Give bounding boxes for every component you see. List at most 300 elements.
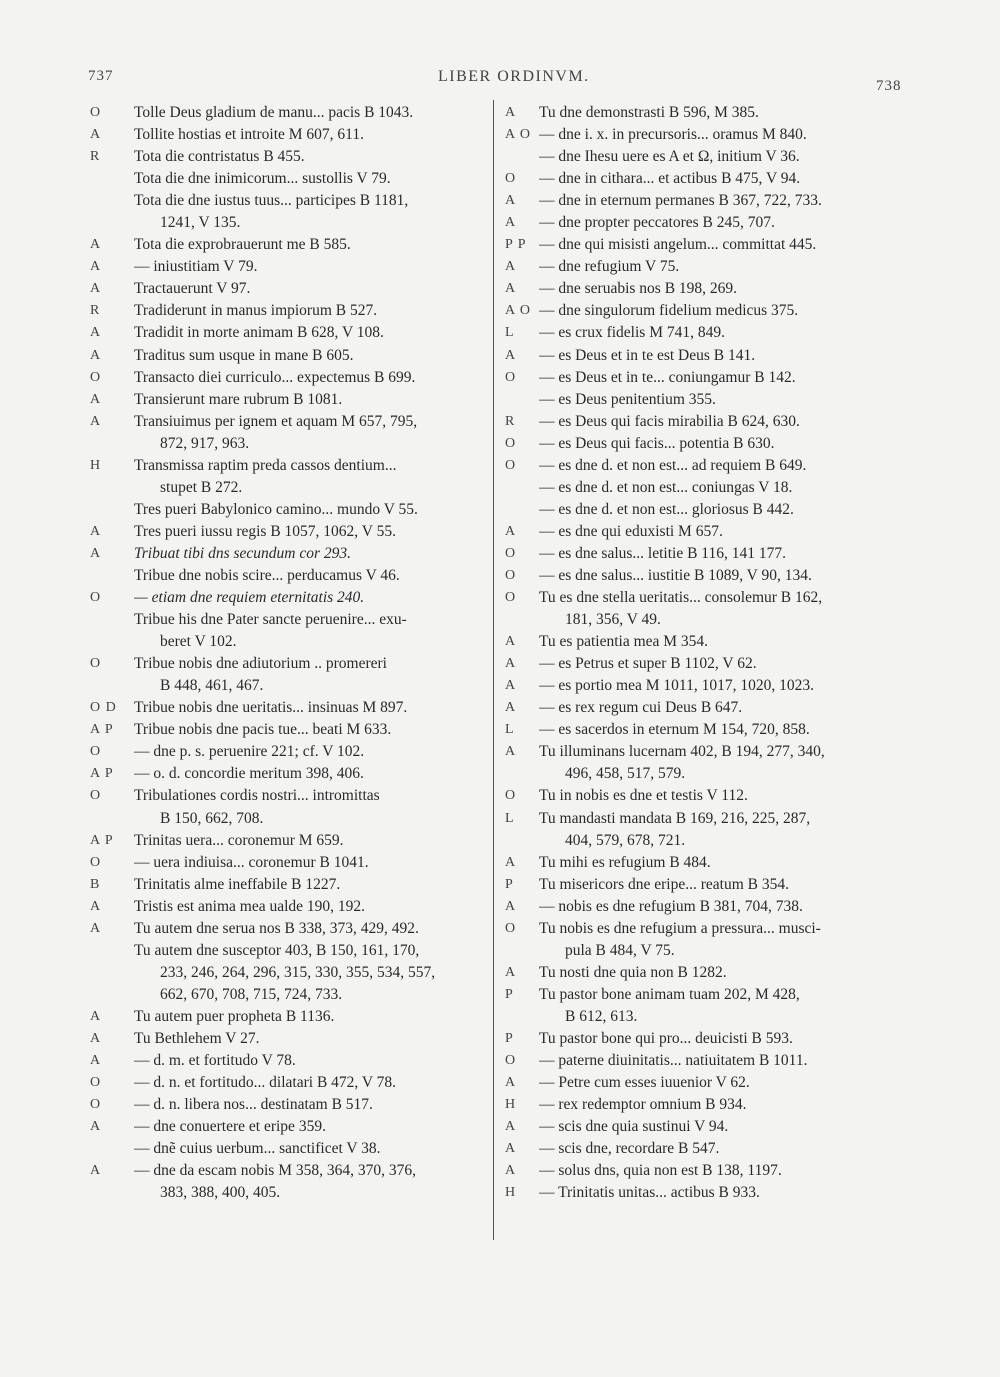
rite-sigla: H <box>90 457 102 473</box>
index-entry <box>90 102 490 124</box>
rite-sigla: A P <box>90 832 114 848</box>
entry-line: — d. n. libera nos... destinatam B 517. <box>134 1096 373 1114</box>
rite-sigla: H <box>505 1097 517 1113</box>
entry-line: — es crux fidelis M 741, 849. <box>539 324 725 342</box>
entry-line: — es Deus et in te... coniungamur B 142. <box>539 368 796 386</box>
entry-line: Trinitatis alme ineffabile B 1227. <box>134 875 341 893</box>
index-entry <box>505 653 910 675</box>
incipit-text <box>134 543 490 565</box>
rite-sigla: O <box>505 590 517 606</box>
rite-sigla: P P <box>505 237 527 253</box>
entry-line: B 448, 461, 467. <box>160 677 264 695</box>
incipit-text <box>539 543 910 565</box>
incipit-text <box>134 830 490 852</box>
rite-sigla: A <box>90 127 102 143</box>
entry-line: — es sacerdos in eternum M 154, 720, 858. <box>539 721 810 739</box>
index-entry <box>90 587 490 609</box>
index-entry <box>505 146 910 168</box>
entry-line: — d. m. et fortitudo V 78. <box>134 1052 296 1070</box>
index-entry <box>90 565 490 587</box>
entry-line: Tollite hostias et introite M 607, 611. <box>134 126 364 144</box>
incipit-text <box>134 300 490 322</box>
incipit-text <box>539 719 910 741</box>
index-entry <box>90 389 490 411</box>
rite-sigla <box>505 477 539 499</box>
rite-sigla: O <box>90 1075 102 1091</box>
rite-sigla: O <box>90 744 102 760</box>
incipit-text <box>134 697 490 719</box>
rite-sigla: P <box>505 1030 514 1046</box>
incipit-text <box>134 785 490 829</box>
entry-line: — dne Ihesu uere es A et Ω, initium V 36. <box>539 148 800 166</box>
rite-sigla: O <box>505 171 517 187</box>
entry-line: Tu in nobis es dne et testis V 112. <box>539 787 748 805</box>
incipit-text <box>539 411 910 433</box>
incipit-text <box>539 741 910 785</box>
index-entry <box>90 1160 490 1204</box>
rite-sigla: A <box>505 259 517 275</box>
entry-line: 181, 356, V 49. <box>565 611 661 629</box>
incipit-text <box>539 808 910 852</box>
entry-line: — d. n. et fortitudo... dilatari B 472, V 78. <box>134 1074 397 1092</box>
index-entry <box>505 234 910 256</box>
index-entry <box>505 852 910 874</box>
rite-sigla: A <box>505 1141 517 1157</box>
incipit-text <box>539 278 910 300</box>
rite-sigla: O <box>505 435 517 451</box>
index-entry <box>505 984 910 1028</box>
index-entry <box>90 322 490 344</box>
rite-sigla: A O <box>505 303 531 319</box>
entry-line: Tradidit in morte animam B 628, V 108. <box>134 324 384 342</box>
entry-line: Tu mihi es refugium B 484. <box>539 853 711 871</box>
rite-sigla <box>505 499 539 521</box>
incipit-text <box>539 697 910 719</box>
incipit-text <box>134 389 490 411</box>
entry-line: — es Petrus et super B 1102, V 62. <box>539 655 757 673</box>
entry-line: Tu dne demonstrasti B 596, M 385. <box>539 104 759 121</box>
incipit-text <box>134 587 490 609</box>
entry-line: — o. d. concordie meritum 398, 406. <box>134 765 364 783</box>
rite-sigla: A P <box>90 722 114 738</box>
rite-sigla <box>90 609 134 653</box>
incipit-text <box>539 1094 910 1116</box>
running-title: LIBER ORDINVM. <box>438 68 590 85</box>
rite-sigla: A <box>505 744 517 760</box>
rite-sigla: P <box>505 986 514 1002</box>
entry-line: — es rex regum cui Deus B 647. <box>539 699 743 717</box>
rite-sigla <box>90 499 134 521</box>
entry-line: — rex redemptor omnium B 934. <box>539 1096 747 1114</box>
rite-sigla: A <box>90 545 102 561</box>
index-entry <box>90 609 490 653</box>
rite-sigla <box>505 389 539 411</box>
incipit-text <box>539 675 910 697</box>
entry-line: Trinitas uera... coronemur M 659. <box>134 831 344 849</box>
incipit-text <box>539 1182 910 1204</box>
incipit-text <box>134 896 490 918</box>
index-entry <box>505 1072 910 1094</box>
rite-sigla: L <box>505 810 515 826</box>
incipit-text <box>539 146 910 168</box>
entry-line: — dne seruabis nos B 198, 269. <box>539 280 738 298</box>
rite-sigla: O <box>90 105 102 120</box>
rite-sigla: A <box>505 1119 517 1135</box>
index-entry <box>505 1116 910 1138</box>
rite-sigla: A <box>90 1119 102 1135</box>
incipit-text <box>134 1050 490 1072</box>
entry-line: Tu mandasti mandata B 169, 216, 225, 287, <box>539 809 811 827</box>
rite-sigla: A <box>505 854 517 870</box>
incipit-text <box>539 102 910 124</box>
incipit-text <box>539 631 910 653</box>
entry-line: Traditus sum usque in mane B 605. <box>134 346 354 364</box>
rite-sigla: A <box>90 898 102 914</box>
incipit-text <box>539 499 910 521</box>
incipit-text <box>539 896 910 918</box>
rite-sigla: O D <box>90 700 117 716</box>
incipit-text <box>539 874 910 896</box>
rite-sigla: O <box>90 854 102 870</box>
index-entry <box>90 300 490 322</box>
entry-line: Tolle Deus gladium de manu... pacis B 1043. <box>134 104 414 121</box>
rite-sigla: A <box>505 215 517 231</box>
entry-line: Tota die contristatus B 455. <box>134 148 305 166</box>
incipit-text <box>134 345 490 367</box>
rite-sigla: A <box>90 1163 102 1179</box>
index-entry <box>505 962 910 984</box>
entry-line: 383, 388, 400, 405. <box>160 1184 281 1202</box>
rite-sigla: A <box>505 281 517 297</box>
entry-line: — uera indiuisa... coronemur B 1041. <box>134 853 369 871</box>
entry-line: Tribuat tibi dns secundum cor 293. <box>134 544 352 562</box>
column-divider <box>493 100 494 1240</box>
index-entry <box>90 367 490 389</box>
incipit-text <box>134 234 490 256</box>
index-entry <box>505 212 910 234</box>
index-entry <box>90 918 490 940</box>
index-entry <box>505 190 910 212</box>
entry-line: Transiuimus per ignem et aquam M 657, 795, <box>134 412 418 430</box>
page-number-right: 738 <box>876 78 902 94</box>
rite-sigla <box>90 565 134 587</box>
rite-sigla: O <box>505 545 517 561</box>
entry-line: — es dne salus... letitie B 116, 141 177. <box>539 544 786 562</box>
entry-line: — es portio mea M 1011, 1017, 1020, 1023. <box>539 677 814 695</box>
incipit-text <box>134 874 490 896</box>
rite-sigla: A <box>90 413 102 429</box>
incipit-text <box>539 962 910 984</box>
rite-sigla: O <box>90 656 102 672</box>
index-entry <box>505 124 910 146</box>
incipit-text <box>134 256 490 278</box>
entry-line: — iniustitiam V 79. <box>134 258 258 276</box>
entry-line: beret V 102. <box>160 633 237 651</box>
incipit-text <box>134 565 490 587</box>
index-entry <box>90 763 490 785</box>
index-entry <box>90 1138 490 1160</box>
index-entry <box>505 631 910 653</box>
index-entry <box>505 896 910 918</box>
index-entry <box>90 940 490 1006</box>
index-entry <box>90 1072 490 1094</box>
index-entry <box>505 322 910 344</box>
index-entry <box>90 1094 490 1116</box>
rite-sigla: A <box>90 259 102 275</box>
incipit-text <box>134 940 490 1006</box>
index-entry <box>505 675 910 697</box>
entry-line: stupet B 272. <box>160 478 243 496</box>
index-entry <box>505 411 910 433</box>
index-entry <box>505 499 910 521</box>
rite-sigla <box>90 1138 134 1160</box>
rite-sigla: A <box>505 678 517 694</box>
rite-sigla: O <box>505 1053 517 1069</box>
incipit-text <box>539 1138 910 1160</box>
incipit-text <box>539 587 910 631</box>
index-entry <box>90 411 490 455</box>
incipit-text <box>134 1006 490 1028</box>
rite-sigla: L <box>505 325 515 341</box>
rite-sigla: O <box>505 920 517 936</box>
incipit-text <box>539 345 910 367</box>
index-entry <box>505 1028 910 1050</box>
entry-line: — dne in eternum permanes B 367, 722, 733. <box>539 192 822 210</box>
entry-line: 1241, V 135. <box>160 214 241 232</box>
rite-sigla: A <box>90 523 102 539</box>
rite-sigla: A <box>505 193 517 209</box>
incipit-text <box>539 1028 910 1050</box>
entry-line: Tu autem dne serua nos B 338, 373, 429, 492. <box>134 919 419 937</box>
index-entry <box>505 389 910 411</box>
entry-line: Tu pastor bone qui pro... deuicisti B 593. <box>539 1029 793 1047</box>
index-entry <box>90 543 490 565</box>
entry-line: Tu Bethlehem V 27. <box>134 1029 260 1047</box>
index-entry <box>90 124 490 146</box>
incipit-text <box>539 168 910 190</box>
entry-line: Tradiderunt in manus impiorum B 527. <box>134 302 378 320</box>
rite-sigla: A <box>90 1008 102 1024</box>
entry-line: 662, 670, 708, 715, 724, 733. <box>160 985 343 1003</box>
incipit-text <box>134 1116 490 1138</box>
entry-line: Tristis est anima mea ualde 190, 192. <box>134 897 366 915</box>
entry-line: Tres pueri iussu regis B 1057, 1062, V 55. <box>134 522 396 540</box>
index-entry <box>90 1006 490 1028</box>
index-entry <box>505 808 910 852</box>
index-entry <box>505 102 910 124</box>
index-entry <box>505 565 910 587</box>
rite-sigla: O <box>90 590 102 606</box>
entry-line: Tu nobis es dne refugium a pressura... musci- <box>539 919 821 937</box>
rite-sigla: O <box>505 567 517 583</box>
index-entry <box>505 1182 910 1204</box>
entry-line: — es dne qui eduxisti M 657. <box>539 522 723 540</box>
index-entry <box>90 455 490 499</box>
entry-line: Tribue his dne Pater sancte peruenire... exu- <box>134 611 407 629</box>
entry-line: 496, 458, 517, 579. <box>565 765 686 783</box>
incipit-text <box>134 918 490 940</box>
index-entry <box>90 1050 490 1072</box>
incipit-text <box>539 785 910 807</box>
entry-line: — dnẽ cuius uerbum... sanctificet V 38. <box>134 1140 381 1158</box>
index-entry <box>505 697 910 719</box>
incipit-text <box>539 256 910 278</box>
entry-line: Tribue nobis dne pacis tue... beati M 633. <box>134 721 392 739</box>
index-entry <box>90 256 490 278</box>
incipit-text <box>134 499 490 521</box>
entry-line: — scis dne quia sustinui V 94. <box>539 1118 729 1136</box>
index-entry <box>505 345 910 367</box>
incipit-text <box>134 741 490 763</box>
entry-line: 233, 246, 264, 296, 315, 330, 355, 534, 557, <box>160 963 436 981</box>
index-entry <box>505 477 910 499</box>
incipit-text <box>539 322 910 344</box>
entry-line: — es Deus penitentium 355. <box>539 390 716 408</box>
incipit-text <box>134 411 490 455</box>
entry-line: — dne refugium V 75. <box>539 258 680 276</box>
incipit-text <box>539 234 910 256</box>
entry-line: — dne propter peccatores B 245, 707. <box>539 214 775 232</box>
index-entry <box>90 741 490 763</box>
entry-line: Tota die dne inimicorum... sustollis V 79. <box>134 170 391 188</box>
rite-sigla: A <box>505 1163 517 1179</box>
index-entry <box>90 830 490 852</box>
entry-line: Tu pastor bone animam tuam 202, M 428, <box>539 985 800 1003</box>
incipit-text <box>539 918 910 962</box>
entry-line: Tribue nobis dne adiutorium .. promereri <box>134 655 387 673</box>
incipit-text <box>539 565 910 587</box>
rite-sigla: O <box>90 788 102 804</box>
index-entry <box>90 653 490 697</box>
incipit-text <box>539 984 910 1028</box>
entry-line: — dne qui misisti angelum... committat 445. <box>539 236 817 254</box>
rite-sigla: A <box>505 347 517 363</box>
rite-sigla: A <box>90 1030 102 1046</box>
entry-line: Tribue nobis dne ueritatis... insinuas M 897. <box>134 699 408 717</box>
index-entry <box>505 785 910 807</box>
incipit-text <box>134 653 490 697</box>
rite-sigla: A P <box>90 766 114 782</box>
index-entry <box>505 1094 910 1116</box>
index-entry <box>90 499 490 521</box>
entry-line: B 150, 662, 708. <box>160 809 264 827</box>
incipit-text <box>539 1050 910 1072</box>
entry-line: — es dne d. et non est... gloriosus B 442. <box>539 500 794 518</box>
rite-sigla: P <box>505 876 514 892</box>
rite-sigla: O <box>505 788 517 804</box>
entry-line: — dne conuertere et eripe 359. <box>134 1118 326 1136</box>
incipit-text <box>134 367 490 389</box>
index-entry <box>505 521 910 543</box>
entry-line: — es dne salus... iustitie B 1089, V 90, 134. <box>539 566 812 584</box>
rite-sigla: B <box>90 876 101 892</box>
incipit-text <box>134 455 490 499</box>
index-entry <box>505 543 910 565</box>
index-entry <box>90 697 490 719</box>
entry-line: Tu autem dne susceptor 403, B 150, 161, 170, <box>134 941 420 959</box>
rite-sigla: A <box>505 964 517 980</box>
rite-sigla: A <box>90 1053 102 1069</box>
entry-line: — dne i. x. in precursoris... oramus M 840. <box>539 126 807 144</box>
rite-sigla: A <box>90 391 102 407</box>
index-entry <box>90 278 490 300</box>
index-entry <box>90 345 490 367</box>
incipit-text <box>134 278 490 300</box>
entry-line: Transacto diei curriculo... expectemus B 699. <box>134 368 416 386</box>
incipit-text <box>539 653 910 675</box>
incipit-text <box>134 1160 490 1204</box>
incipit-text <box>134 1072 490 1094</box>
entry-line: Tota die exprobrauerunt me B 585. <box>134 236 351 254</box>
entry-line: Tribulationes cordis nostri... intromittas <box>134 787 380 805</box>
incipit-text <box>539 389 910 411</box>
entry-line: — etiam dne requiem eternitatis 240. <box>134 589 365 607</box>
entry-line: — nobis es dne refugium B 381, 704, 738. <box>539 897 803 915</box>
entry-line: Tu misericors dne eripe... reatum B 354. <box>539 875 789 893</box>
index-entry <box>505 918 910 962</box>
incipit-text <box>539 212 910 234</box>
incipit-text <box>134 168 490 190</box>
left-column <box>90 102 490 1204</box>
index-entry <box>505 455 910 477</box>
entry-line: — paterne diuinitatis... natiuitatem B 1011. <box>539 1052 808 1070</box>
rite-sigla: A <box>90 237 102 253</box>
entry-line: Tu es patientia mea M 354. <box>539 633 709 651</box>
entry-line: 872, 917, 963. <box>160 434 250 452</box>
incipit-text <box>134 609 490 653</box>
rite-sigla: O <box>505 457 517 473</box>
index-entry <box>90 874 490 896</box>
rite-sigla: A <box>505 634 517 650</box>
rite-sigla: A <box>505 105 517 120</box>
entry-line: Tu nosti dne quia non B 1282. <box>539 963 727 981</box>
rite-sigla: L <box>505 722 515 738</box>
incipit-text <box>134 146 490 168</box>
index-entry <box>505 1138 910 1160</box>
incipit-text <box>539 1160 910 1182</box>
index-entry <box>505 300 910 322</box>
incipit-text <box>134 1028 490 1050</box>
index-entry <box>505 719 910 741</box>
incipit-text <box>539 124 910 146</box>
entry-line: — es dne d. et non est... ad requiem B 649. <box>539 456 807 474</box>
entry-line: — es Deus qui facis mirabilia B 624, 630. <box>539 412 800 430</box>
rite-sigla: A <box>505 700 517 716</box>
rite-sigla: H <box>505 1185 517 1201</box>
entry-line: Tres pueri Babylonico camino... mundo V 55. <box>134 500 418 518</box>
incipit-text <box>539 190 910 212</box>
rite-sigla: A <box>90 920 102 936</box>
index-entry <box>90 785 490 829</box>
entry-line: Tota die dne iustus tuus... participes B 1181, <box>134 192 409 210</box>
entry-line: — es dne d. et non est... coniungas V 18. <box>539 478 793 496</box>
index-entry <box>505 433 910 455</box>
incipit-text <box>134 1094 490 1116</box>
entry-line: 404, 579, 678, 721. <box>565 831 686 849</box>
rite-sigla <box>90 190 134 234</box>
entry-line: — dne in cithara... et actibus B 475, V 94. <box>539 170 801 188</box>
index-entry <box>505 587 910 631</box>
rite-sigla <box>90 940 134 1006</box>
entry-line: — dne singulorum fidelium medicus 375. <box>539 302 799 320</box>
index-entry <box>505 1160 910 1182</box>
index-entry <box>90 1028 490 1050</box>
index-entry <box>505 874 910 896</box>
index-entry <box>505 1050 910 1072</box>
page-number-left: 737 <box>88 68 114 84</box>
index-entry <box>505 168 910 190</box>
rite-sigla: O <box>505 369 517 385</box>
